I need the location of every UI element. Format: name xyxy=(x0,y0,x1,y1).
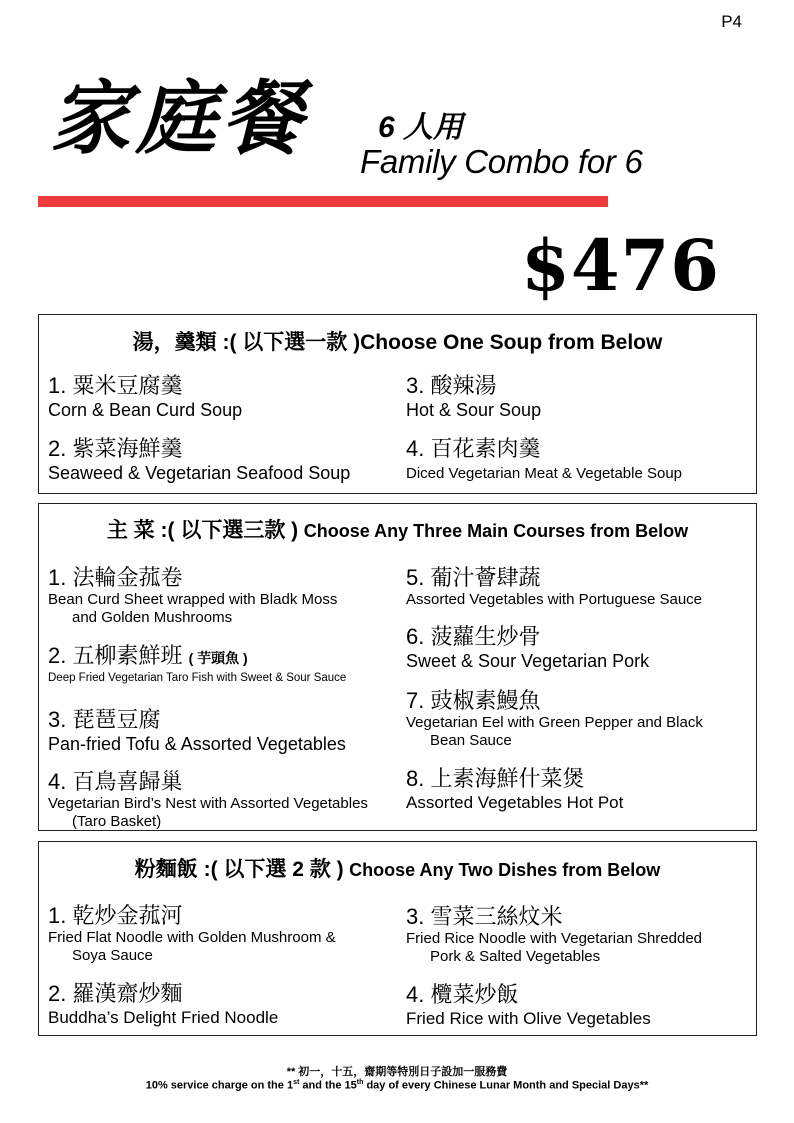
title-chinese: 家庭餐 xyxy=(50,71,308,165)
main-item-en-cont: (Taro Basket) xyxy=(72,813,162,830)
main-item-zh-text: 2. 五柳素鮮班 xyxy=(48,643,183,668)
noodle-item-en-cont: Soya Sauce xyxy=(72,947,153,964)
main-item-en: Pan-fried Tofu & Assorted Vegetables xyxy=(48,734,346,754)
noodle-item-zh: 4. 欖菜炒飯 xyxy=(406,982,519,1007)
main-item-en: Sweet & Sour Vegetarian Pork xyxy=(406,651,650,671)
main-item-zh: 8. 上素海鮮什菜煲 xyxy=(406,766,585,791)
noodle-item-en: Fried Rice Noodle with Vegetarian Shredded xyxy=(406,930,703,947)
noodle-heading-en: Choose Any Two Dishes from Below xyxy=(349,860,661,880)
soup-item-zh: 4. 百花素肉羹 xyxy=(406,436,541,461)
footer-en-part: and the 15 xyxy=(299,1079,357,1092)
main-item-en: Vegetarian Bird’s Nest with Assorted Vegetables xyxy=(48,795,368,812)
main-item-zh: 5. 葡汁薈肆蔬 xyxy=(406,565,541,590)
serves-label: 6 人用 xyxy=(378,111,464,144)
soup-item-en: Corn & Bean Curd Soup xyxy=(48,400,243,420)
main-item-en: Assorted Vegetables Hot Pot xyxy=(406,793,624,812)
price: $476 xyxy=(521,224,720,307)
soup-item xyxy=(48,373,388,421)
noodle-item xyxy=(406,904,746,966)
soup-heading xyxy=(39,326,756,356)
soup-heading-en: Choose One Soup from Below xyxy=(360,331,663,354)
noodle-item xyxy=(48,981,388,1029)
soup-item-en: Hot & Sour Soup xyxy=(406,400,542,420)
main-item xyxy=(48,565,388,627)
soup-item xyxy=(406,373,746,421)
noodle-rice-section xyxy=(38,841,757,1036)
main-item-zh: 6. 菠蘿生炒骨 xyxy=(406,624,541,649)
soup-item-zh: 2. 紫菜海鮮羹 xyxy=(48,436,183,461)
noodle-item-en: Fried Flat Noodle with Golden Mushroom & xyxy=(48,929,336,946)
main-item xyxy=(406,565,746,609)
soup-item-zh: 1. 粟米豆腐羹 xyxy=(48,373,183,398)
main-item-en: Assorted Vegetables with Portuguese Sauce xyxy=(406,591,703,608)
noodle-item-en: Fried Rice with Olive Vegetables xyxy=(406,1009,651,1028)
main-item-en-cont: and Golden Mushrooms xyxy=(72,609,233,626)
noodle-item xyxy=(406,982,746,1030)
soup-item-zh: 3. 酸辣湯 xyxy=(406,373,497,398)
footer-en-part: day of every Chinese Lunar Month and Special Days** xyxy=(363,1079,649,1092)
main-item xyxy=(406,688,746,750)
soup-section xyxy=(38,314,757,494)
footer-sup: st xyxy=(293,1079,300,1086)
main-item-zh: 7. 豉椒素鰻魚 xyxy=(406,688,541,713)
soup-heading-zh: 湯，羹類 :( 以下選一款 ) xyxy=(132,331,361,354)
footer-en-part: 10% service charge on the 1 xyxy=(145,1079,294,1092)
noodle-item-zh: 1. 乾炒金菰河 xyxy=(48,903,183,928)
noodle-item-en: Buddha’s Delight Fried Noodle xyxy=(48,1008,279,1027)
main-item-en: Deep Fried Vegetarian Taro Fish with Sweet & Sour Sauce xyxy=(48,672,347,684)
noodle-item-zh: 2. 羅漢齋炒麵 xyxy=(48,981,183,1006)
noodle-item xyxy=(48,903,388,965)
noodle-heading-zh: 粉麵飯 :( 以下選 2 款 ) xyxy=(134,858,344,881)
soup-item-en: Seaweed & Vegetarian Seafood Soup xyxy=(48,463,351,483)
main-item-zh: 3. 琵琶豆腐 xyxy=(48,707,161,732)
main-item-en: Bean Curd Sheet wrapped with Bladk Moss xyxy=(48,591,338,608)
footer-sup: th xyxy=(356,1079,364,1086)
noodle-item-zh: 3. 雪菜三絲炆米 xyxy=(406,904,563,929)
footer-note-zh: ** 初一，十五，齋期等特別日子設加一服務費 xyxy=(286,1066,508,1078)
main-item xyxy=(48,643,388,686)
footer-note-en xyxy=(0,1079,794,1092)
main-item-zh xyxy=(48,643,388,671)
main-course-section xyxy=(38,503,757,831)
main-item xyxy=(406,766,746,814)
noodle-heading xyxy=(39,853,756,883)
soup-item-en: Diced Vegetarian Meat & Vegetable Soup xyxy=(406,465,683,482)
main-heading xyxy=(39,514,756,544)
main-heading-en: Choose Any Three Main Courses from Below xyxy=(303,521,689,541)
soup-item xyxy=(406,436,746,483)
soup-item xyxy=(48,436,388,484)
main-item-note: ( 芋頭魚 ) xyxy=(188,650,248,666)
accent-bar xyxy=(38,196,608,207)
main-item-en-cont: Bean Sauce xyxy=(430,732,512,749)
main-heading-zh: 主 菜 :( 以下選三款 ) xyxy=(106,519,299,542)
main-item xyxy=(48,707,388,755)
main-item xyxy=(406,624,746,672)
noodle-item-en-cont: Pork & Salted Vegetables xyxy=(430,948,601,965)
page-number: P4 xyxy=(721,12,742,31)
main-item xyxy=(48,769,388,831)
title-english: Family Combo for 6 xyxy=(360,143,643,180)
main-item-zh: 4. 百鳥喜歸巢 xyxy=(48,769,183,794)
main-item-zh: 1. 法輪金菰卷 xyxy=(48,565,183,590)
main-item-en: Vegetarian Eel with Green Pepper and Black xyxy=(406,714,703,731)
